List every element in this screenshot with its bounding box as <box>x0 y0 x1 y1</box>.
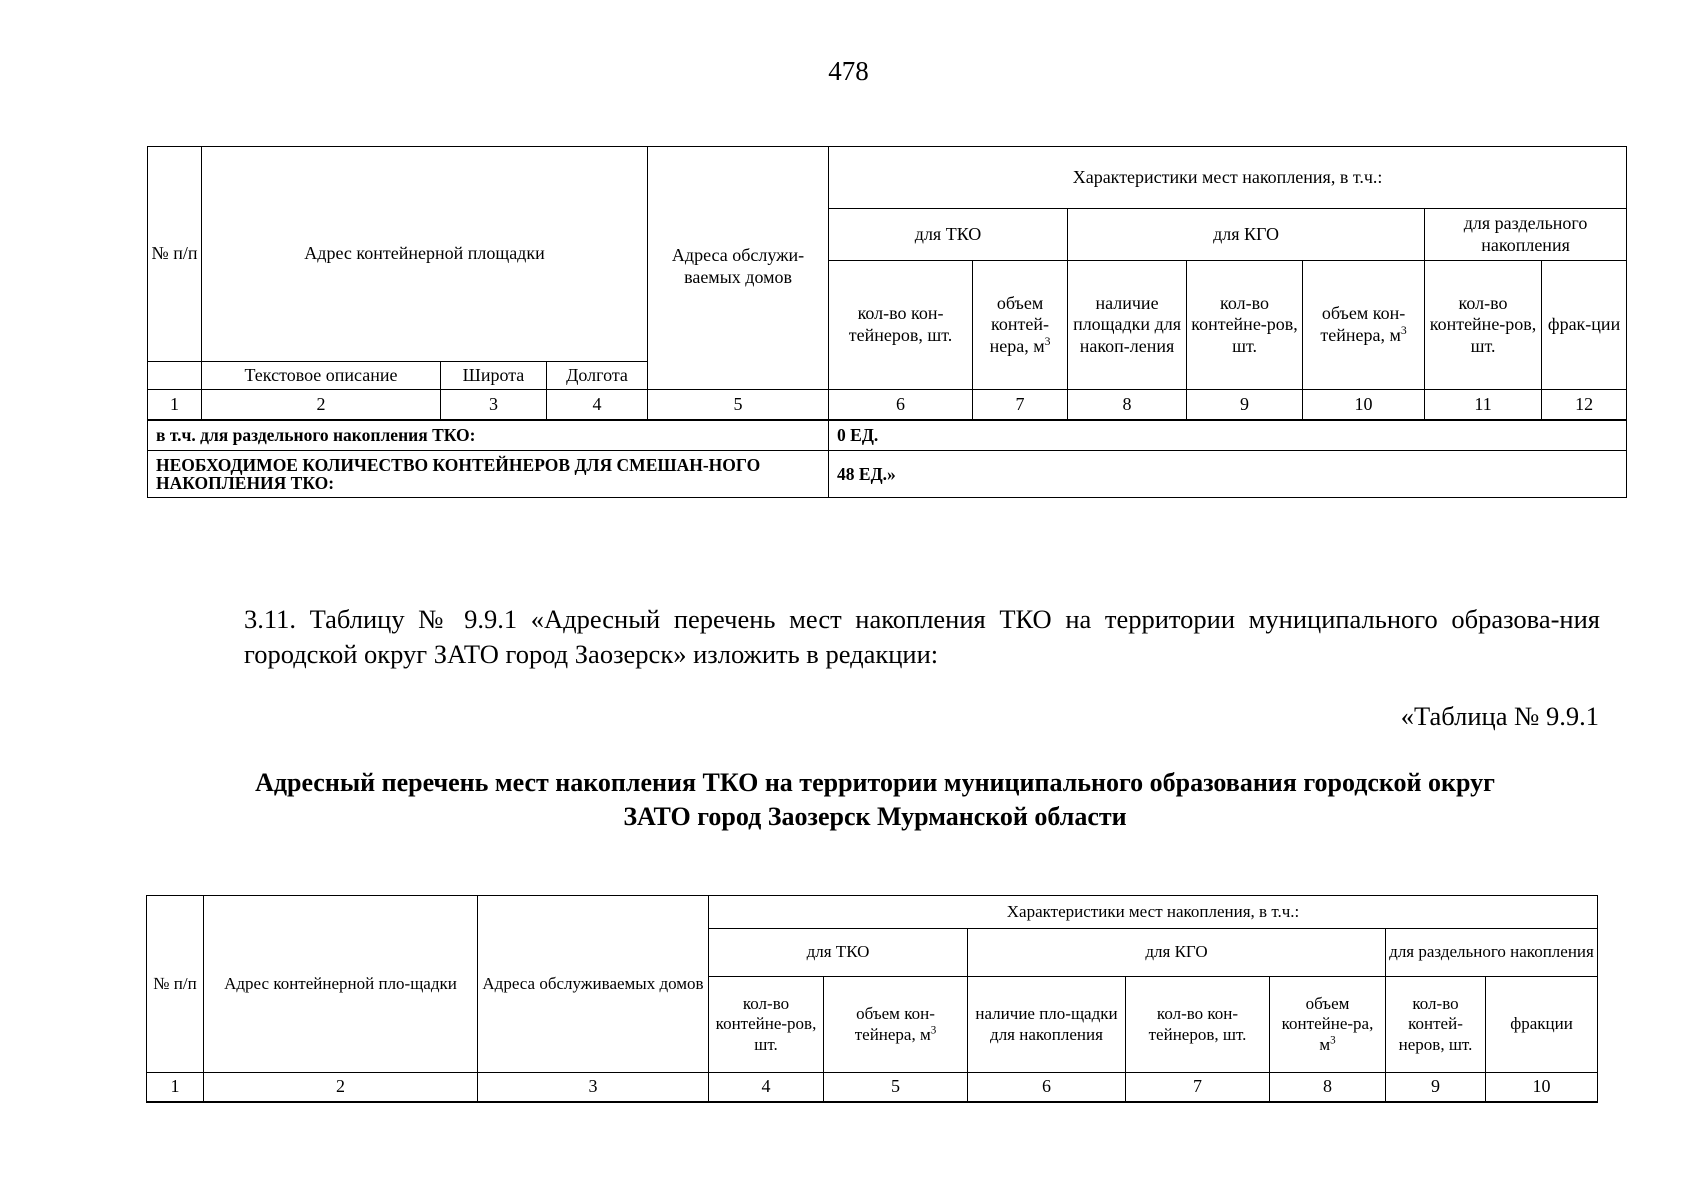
table-title-line2: ЗАТО город Заозерск Мурманской области <box>623 802 1127 831</box>
header-latitude: Широта <box>441 362 547 390</box>
header-longitude: Долгота <box>547 362 648 390</box>
column-numbers-row <box>148 390 1627 421</box>
header-characteristics: Характеристики мест накопления, в т.ч.: <box>829 147 1627 209</box>
header-kgo-count: кол-во кон-тейнеров, шт. <box>1126 977 1270 1073</box>
column-number: 7 <box>1126 1073 1270 1103</box>
column-number: 10 <box>1303 390 1425 421</box>
column-number: 12 <box>1542 390 1627 421</box>
header-tko-volume <box>824 977 968 1073</box>
tko-volume-label: объем контей-нера, м <box>989 292 1049 356</box>
superscript-3: 3 <box>1330 1034 1336 1047</box>
column-number: 10 <box>1486 1073 1598 1103</box>
summary-row-separate <box>148 420 1627 451</box>
column-number: 11 <box>1425 390 1542 421</box>
kgo-volume-label: объем контейне-ра, м <box>1281 993 1374 1054</box>
header-address: Адрес контейнерной пло-щадки <box>204 896 478 1073</box>
column-number: 6 <box>829 390 973 421</box>
header-separate-count: кол-во контейне-ров, шт. <box>1425 261 1542 390</box>
column-number: 2 <box>204 1073 478 1103</box>
column-number: 8 <box>1068 390 1187 421</box>
header-for-tko: для ТКО <box>709 929 968 977</box>
superscript-3: 3 <box>930 1023 937 1036</box>
column-number: 5 <box>824 1073 968 1103</box>
header-kgo-count: кол-во контейне-ров, шт. <box>1187 261 1303 390</box>
header-kgo-site: наличие пло-щадки для накопления <box>968 977 1126 1073</box>
column-number: 3 <box>478 1073 709 1103</box>
column-number: 3 <box>441 390 547 421</box>
header-for-tko: для ТКО <box>829 209 1068 261</box>
summary-row-mixed <box>148 451 1627 498</box>
column-number: 2 <box>202 390 441 421</box>
tko-volume-label: объем кон-тейнера, м <box>854 1004 935 1044</box>
header-no: № п/п <box>147 896 204 1073</box>
summary-separate-value: 0 ЕД. <box>829 420 1627 451</box>
column-numbers-row <box>147 1073 1598 1103</box>
header-tko-volume <box>973 261 1068 390</box>
header-for-kgo: для КГО <box>968 929 1386 977</box>
header-address: Адрес контейнерной площадки <box>202 147 648 362</box>
header-for-kgo: для КГО <box>1068 209 1425 261</box>
header-kgo-volume <box>1270 977 1386 1073</box>
column-number: 4 <box>709 1073 824 1103</box>
table-title <box>150 766 1600 834</box>
column-number: 8 <box>1270 1073 1386 1103</box>
header-separate-fractions: фрак-ции <box>1542 261 1627 390</box>
header-tko-count: кол-во кон-тейнеров, шт. <box>829 261 973 390</box>
column-number: 4 <box>547 390 648 421</box>
header-separate-fractions: фракции <box>1486 977 1598 1073</box>
header-tko-count: кол-во контейне-ров, шт. <box>709 977 824 1073</box>
summary-mixed-value: 48 ЕД.» <box>829 451 1627 498</box>
header-served-houses: Адреса обслуживаемых домов <box>478 896 709 1073</box>
header-no: № п/п <box>148 147 202 362</box>
column-number: 1 <box>148 390 202 421</box>
superscript-3: 3 <box>1400 324 1407 337</box>
header-text-description: Текстовое описание <box>202 362 441 390</box>
superscript-3: 3 <box>1044 334 1051 348</box>
column-number: 5 <box>648 390 829 421</box>
summary-mixed-label: НЕОБХОДИМОЕ КОЛИЧЕСТВО КОНТЕЙНЕРОВ ДЛЯ СМЕШАН-НОГО НАКОПЛЕНИЯ ТКО: <box>148 451 829 498</box>
header-served-houses: Адреса обслужи-ваемых домов <box>648 147 829 390</box>
header-for-separate: для раздельного накопления <box>1386 929 1598 977</box>
header-kgo-site: наличие площадки для накоп-ления <box>1068 261 1187 390</box>
header-characteristics: Характеристики мест накопления, в т.ч.: <box>709 896 1598 929</box>
column-number: 1 <box>147 1073 204 1103</box>
page-number: 478 <box>828 56 869 86</box>
column-number: 7 <box>973 390 1068 421</box>
column-number: 6 <box>968 1073 1126 1103</box>
table-reference: «Таблица № 9.9.1 <box>1400 701 1599 731</box>
summary-separate-label: в т.ч. для раздельного накопления ТКО: <box>148 420 829 451</box>
containers-table-new <box>146 895 1598 1103</box>
kgo-volume-label: объем кон-тейнера, м <box>1320 303 1406 345</box>
table-title-line1: Адресный перечень мест накопления ТКО на территории муниципального образования городской округ <box>255 768 1495 797</box>
amendment-paragraph: 3.11. Таблицу № 9.9.1 «Адресный перечень мест накопления ТКО на территории муниципального образова-ния городской округ ЗАТО город Заозерск» изложить в редакции: <box>244 604 1600 669</box>
containers-table-continuation <box>147 146 1627 498</box>
header-for-separate: для раздельного накопления <box>1425 209 1627 261</box>
header-kgo-volume <box>1303 261 1425 390</box>
column-number: 9 <box>1187 390 1303 421</box>
header-no-continued <box>148 362 202 390</box>
header-separate-count: кол-во контей-неров, шт. <box>1386 977 1486 1073</box>
column-number: 9 <box>1386 1073 1486 1103</box>
